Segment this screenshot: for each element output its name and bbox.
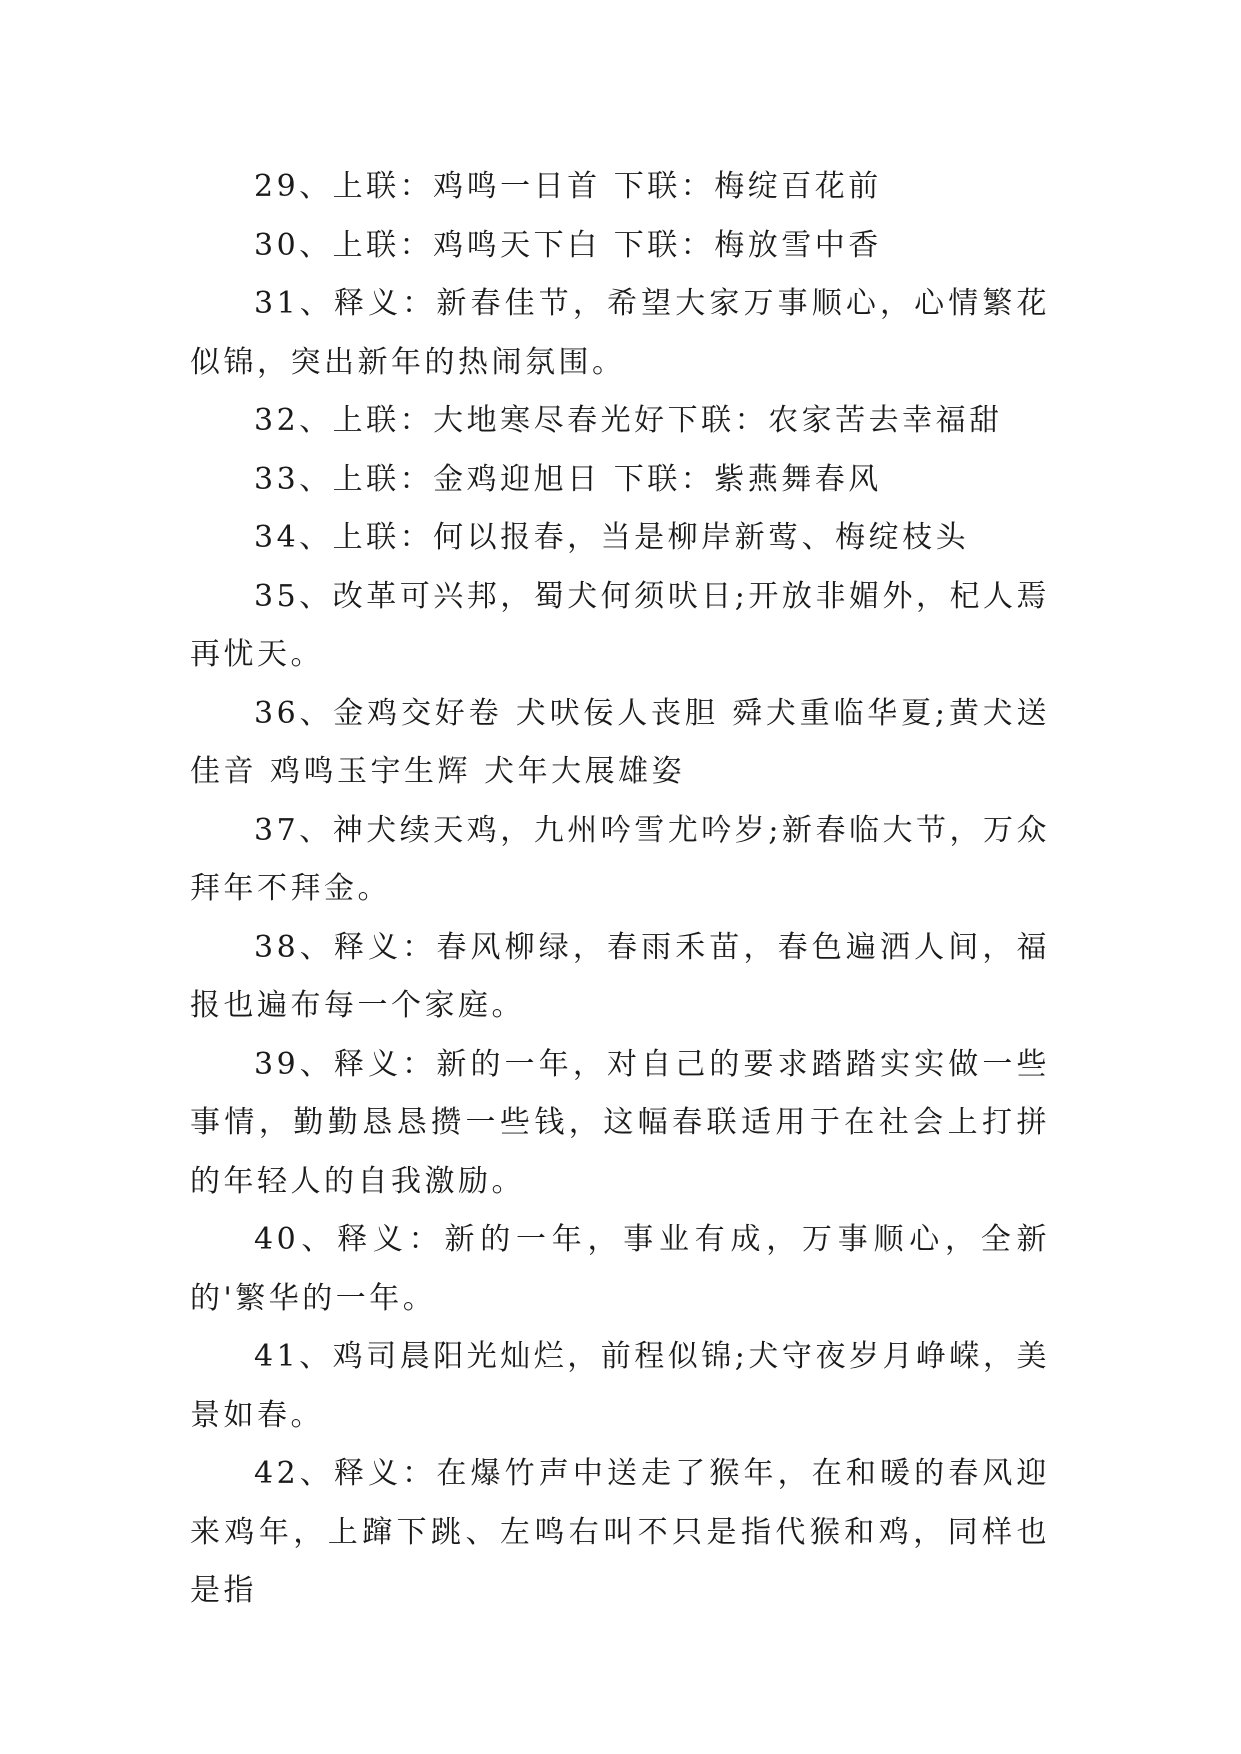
list-item: 37、神犬续天鸡，九州吟雪尤吟岁;新春临大节，万众拜年不拜金。: [190, 812, 1050, 906]
list-item: 38、释义：春风柳绿，春雨禾苗，春色遍洒人间，福报也遍布每一个家庭。: [190, 929, 1050, 1023]
list-item: 32、上联：大地寒尽春光好下联：农家苦去幸福甜: [254, 403, 1003, 438]
document-body: [190, 158, 1050, 1621]
list-item: 29、上联：鸡鸣一日首 下联：梅绽百花前: [254, 169, 882, 204]
list-item: 41、鸡司晨阳光灿烂，前程似锦;犬守夜岁月峥嵘，美景如春。: [190, 1339, 1050, 1433]
list-item: 33、上联：金鸡迎旭日 下联：紫燕舞春风: [254, 461, 882, 497]
list-item: 42、释义：在爆竹声中送走了猴年，在和暖的春风迎来鸡年，上蹿下跳、左鸣右叫不只是指代猴和鸡，同样也是指: [190, 1456, 1050, 1608]
list-item: 40、释义：新的一年，事业有成，万事顺心，全新的'繁华的一年。: [190, 1222, 1050, 1316]
list-item: 35、改革可兴邦，蜀犬何须吠日;开放非媚外，杞人焉再忧天。: [190, 578, 1050, 672]
list-item: 34、上联：何以报春，当是柳岸新莺、梅绽枝头: [254, 520, 970, 555]
list-item: 39、释义：新的一年，对自己的要求踏踏实实做一些事情，勤勤恳恳攒一些钱，这幅春联适用于在社会上打拼的年轻人的自我激励。: [190, 1046, 1050, 1199]
list-item: 31、释义：新春佳节，希望大家万事顺心，心情繁花似锦，突出新年的热闹氛围。: [190, 286, 1050, 380]
list-item: 30、上联：鸡鸣天下白 下联：梅放雪中香: [254, 227, 882, 263]
list-item: 36、金鸡交好卷 犬吠佞人丧胆 舜犬重临华夏;黄犬送佳音 鸡鸣玉宇生辉 犬年大展雄姿: [190, 695, 1050, 789]
